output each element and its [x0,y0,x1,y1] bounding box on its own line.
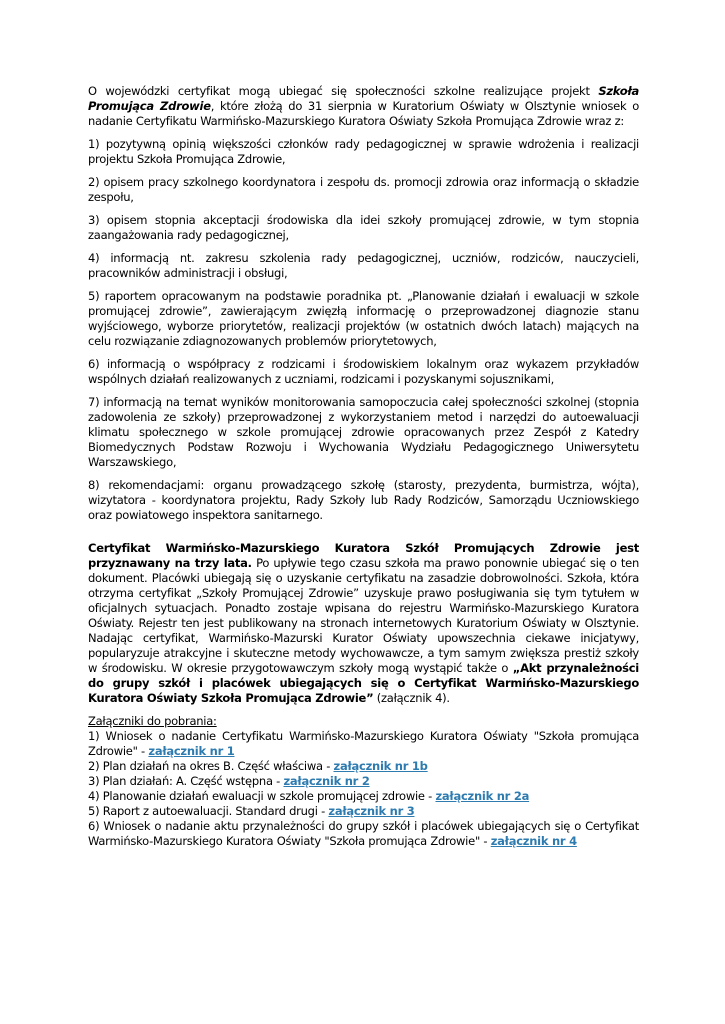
attachment-text: 4) Planowanie działań ewaluacji w szkole promującej zdrowie - [88,789,436,803]
requirement-item: 4) informacją nt. zakresu szkolenia rady pedagogicznej, uczniów, rodziców, nauczycieli, pracowników administracji i obsługi, [88,251,639,280]
certificate-act-title: „Akt przynależności do grupy szkół i placówek ubiegających się o Certyfikat Warmińsko-Mazurskiego Kuratora Oświaty Szkoła Promująca Zdrowie” [88,661,639,705]
attachment-text: 6) Wniosek o nadanie aktu przynależności do grupy szkół i placówek ubiegających się o Certyfikat Warmińsko-Mazurskiego Kuratora Oświaty "Szkoła promująca Zdrowie" - [88,819,639,848]
attachment-text: 2) Plan działań na okres B. Część właściwa - [88,759,334,773]
requirement-item: 8) rekomendacjami: organu prowadzącego szkołę (starosty, prezydenta, burmistrza, wójta), wizytatora - koordynatora projektu, Rady Szkoły lub Rady Rodziców, Samorządu Uczniowskiego oraz powiatowego inspektora sanitarnego. [88,478,639,522]
requirement-item: 3) opisem stopnia akceptacji środowiska dla idei szkoły promującej zdrowie, w tym stopnia zaangażowania rady pedagogicznej, [88,213,639,242]
requirement-item: 6) informacją o współpracy z rodzicami i środowiskiem lokalnym oraz wykazem przykładów wspólnych działań realizowanych z uczniami, rodzicami i pozyskanymi sojusznikami, [88,357,639,386]
attachment-item [88,789,639,804]
attachment-link-1[interactable]: załącznik nr 1 [148,744,235,758]
attachment-text: 3) Plan działań: A. Część wstępna - [88,774,284,788]
attachment-item [88,729,639,759]
requirement-item: 7) informacją na temat wyników monitorowania samopoczucia całej społeczności szkolnej (stopnia zadowolenia ze szkoły) przeprowadzonej z wykorzystaniem metod i narzędzi do autoewaluacji klimatu społecznego w szkole promującej zdrowie opracowanych przez Zespół z Katedry Biomedycznych Podstaw Rozwoju i Wychowania Wydziału Pedagogicznego Uniwersytetu Warszawskiego, [88,395,639,469]
attachments-list [88,729,639,849]
attachment-link-2[interactable]: załącznik nr 2 [283,774,370,788]
attachment-text: 5) Raport z autoewaluacji. Standard drugi - [88,804,329,818]
attachment-item [88,819,639,849]
requirement-item: 1) pozytywną opinią większości członków rady pedagogicznej w sprawie wdrożenia i realizacji projektu Szkoła Promująca Zdrowie, [88,137,639,166]
attachment-item [88,759,639,774]
intro-paragraph [88,84,639,129]
project-name: Szkoła Promująca Zdrowie [88,84,639,113]
certificate-body: Po upływie tego czasu szkoła ma prawo ponownie ubiegać się o ten dokument. Placówki ubiegają się o uzyskanie certyfikatu na zasadzie dobrowolności. Szkoła, która otrzyma certyfikat „Szkoły Promującej Zdrowie” uzyskuje prawo posługiwania się tym tytułem w oficjalnych sytuacjach. Ponadto zostaje wpisana do rejestru Warmińsko-Mazurskiego Kuratora Oświaty. Rejestr ten jest publikowany na stronach internetowych Kuratorium Oświaty w Olsztynie. Nadając certyfikat, Warmińsko-Mazurski Kurator Oświaty upowszechnia ciekawe inicjatywy, popularyzuje atrakcyjne i skuteczne metody wychowawcze, a tym samym zwiększa prestiż szkoły w środowisku. W okresie przygotowawczym szkoły mogą wystąpić także o [88,556,639,675]
attachment-item [88,774,639,789]
certificate-paragraph [88,541,639,706]
attachments-heading: Załączniki do pobrania: [88,714,217,728]
attachment-item [88,804,639,819]
requirement-item: 2) opisem pracy szkolnego koordynatora i zespołu ds. promocji zdrowia oraz informacją o składzie zespołu, [88,175,639,204]
attachment-link-1b[interactable]: załącznik nr 1b [333,759,428,773]
intro-text-before: O wojewódzki certyfikat mogą ubiegać się społeczności szkolne realizujące projekt [88,84,599,98]
certificate-bold-lead: Certyfikat Warmińsko-Mazurskiego Kuratora Szkół Promujących Zdrowie jest przyznawany na trzy lata. [88,541,639,570]
attachment-text: 1) Wniosek o nadanie Certyfikatu Warmińsko-Mazurskiego Kuratora Oświaty "Szkoła promująca Zdrowie" - [88,729,639,758]
certificate-end: (załącznik 4). [373,691,450,705]
attachment-link-3[interactable]: załącznik nr 3 [328,804,415,818]
attachment-link-2a[interactable]: załącznik nr 2a [435,789,530,803]
document-page [88,84,639,849]
attachment-link-4[interactable]: załącznik nr 4 [490,834,577,848]
requirement-item: 5) raportem opracowanym na podstawie poradnika pt. „Planowanie działań i ewaluacji w szkole promującej zdrowie”, zawierającym zwięzłą informację o przeprowadzonej diagnozie stanu wyjściowego, wyborze priorytetów, realizacji projektów (w ostatnich dwóch latach) mających na celu rozwiązanie zdiagnozowanych problemów priorytetowych, [88,289,639,348]
intro-text-after: , które złożą do 31 sierpnia w Kuratorium Oświaty w Olsztynie wniosek o nadanie Certyfikatu Warmińsko-Mazurskiego Kuratora Oświaty Szkoła Promująca Zdrowie wraz z: [88,99,639,128]
